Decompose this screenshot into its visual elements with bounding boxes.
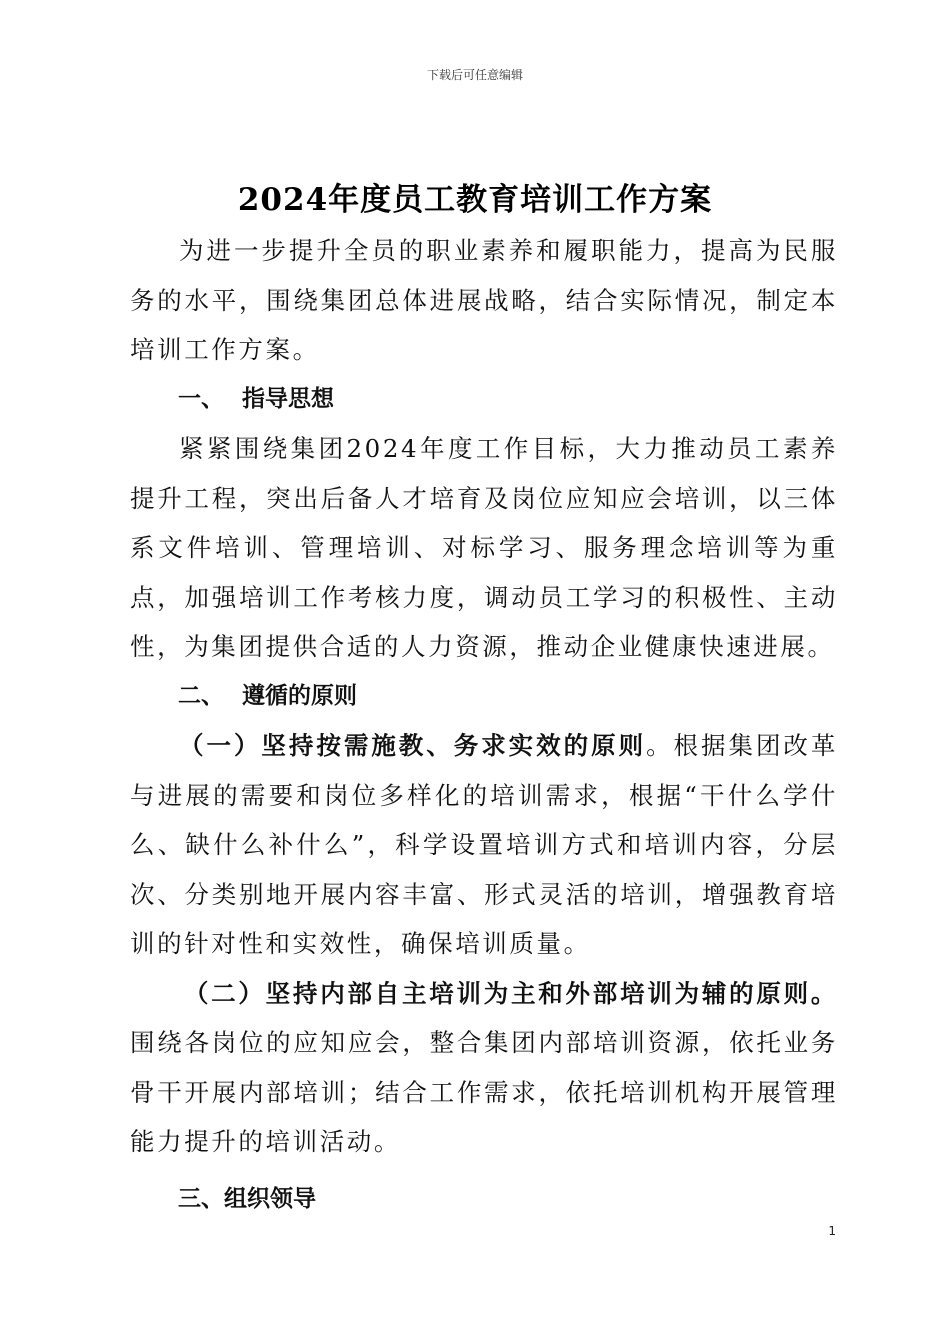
section-heading-1 — [130, 375, 838, 425]
section-title: 遵循的原则 — [242, 682, 357, 709]
principle-text: 围绕各岗位的应知应会，整合集团内部培训资源，依托业务骨干开展内部培训；结合工作需求，依托培训机构开展管理能力提升的培训活动。 — [130, 1028, 838, 1156]
principle-1-paragraph — [130, 721, 838, 969]
principle-lead: （一）坚持按需施教、务求实效的原则 — [179, 731, 647, 760]
section-title: 组织领导 — [224, 1185, 316, 1212]
page-number: 1 — [828, 1224, 836, 1238]
section-number: 二、 — [178, 682, 224, 709]
principle-lead: （二）坚持内部自主培训为主和外部培训为辅的原则。 — [183, 978, 838, 1008]
principle-text: 。根据集团改革与进展的需要和岗位多样化的培训需求，根据“干什么学什么、缺什么补什么”，科学设置培训方式和培训内容，分层次、分类别地开展内容丰富、形式灵活的培训，增强教育培训的针对性和实效性，确保培训质量。 — [130, 731, 839, 958]
principle-2-paragraph — [130, 969, 838, 1167]
header-note: 下载后可任意编辑 — [426, 68, 523, 82]
section-number: 一、 — [178, 385, 224, 412]
document-title: 2024年度员工教育培训工作方案 — [237, 182, 713, 218]
section-title: 指导思想 — [242, 385, 334, 412]
intro-paragraph: 为进一步提升全员的职业素养和履职能力，提高为民服务的水平，围绕集团总体进展战略，结合实际情况，制定本培训工作方案。 — [130, 236, 838, 364]
document-body — [130, 226, 838, 1224]
section-heading-2 — [130, 672, 838, 722]
section-heading-3 — [130, 1175, 838, 1225]
spacer — [130, 1167, 838, 1175]
section-number: 三、 — [178, 1185, 224, 1212]
section-1-paragraph: 紧紧围绕集团2024年度工作目标，大力推动员工素养提升工程，突出后备人才培育及岗位应知应会培训，以三体系文件培训、管理培训、对标学习、服务理念培训等为重点，加强培训工作考核力度，调动员工学习的积极性、主动性，为集团提供合适的人力资源，推动企业健康快速进展。 — [130, 434, 838, 661]
